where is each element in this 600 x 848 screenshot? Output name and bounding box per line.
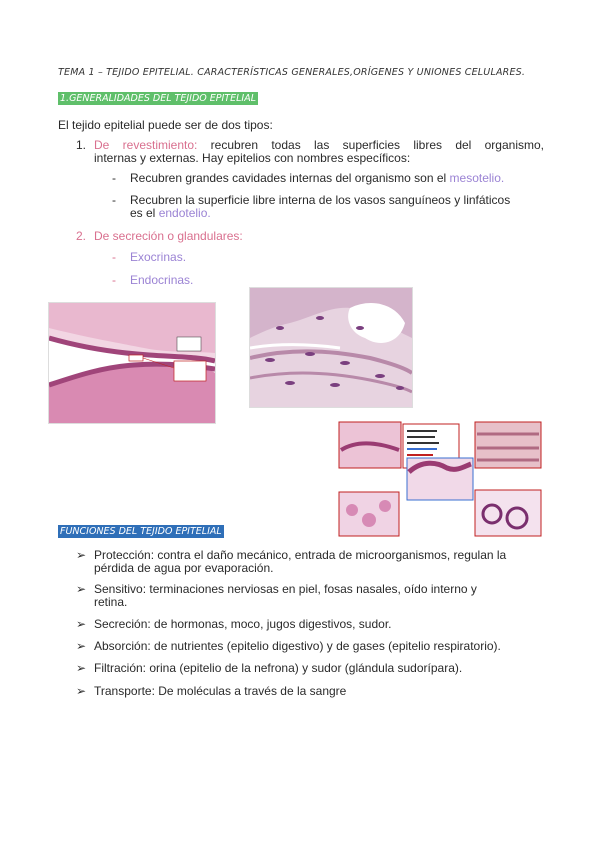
term-mesotelio: mesotelio. [449, 171, 505, 185]
bullet-icon: ➢ [76, 684, 87, 698]
list-number-1: 1. [76, 138, 87, 152]
endotelio-text-1: Recubren la superficie libre interna de los vasos sanguíneos y linfáticos [130, 193, 511, 207]
bullet-icon: ➢ [76, 617, 87, 631]
term-endocrinas: Endocrinas. [130, 273, 194, 287]
function-sensitivo-2: retina. [94, 595, 128, 609]
composite-epithelium-figure [337, 420, 544, 538]
dash-2: - [112, 193, 116, 207]
function-transporte: Transporte: De moléculas a través de la sangre [94, 684, 347, 698]
revestimiento-text-1: recubren todas las superficies libres del organismo, [197, 138, 544, 152]
micrograph-simple-epithelium [48, 302, 216, 424]
term-endotelio: endotelio. [158, 206, 211, 220]
section-heading-funciones: FUNCIONES DEL TEJIDO EPITELIAL [60, 526, 222, 537]
sub-item-endotelio [130, 206, 211, 221]
sub-item-mesotelio [130, 171, 504, 186]
bullet-icon: ➢ [76, 548, 87, 562]
term-revestimiento: De revestimiento: [94, 138, 198, 152]
dash-4: - [112, 273, 116, 287]
function-proteccion-2: pérdida de agua por evaporación. [94, 561, 274, 575]
function-sensitivo-1: Sensitivo: terminaciones nerviosas en piel, fosas nasales, oído interno y [94, 582, 477, 596]
list-item-secrecion: De secreción o glandulares: [94, 229, 243, 243]
section-heading-generalidades: 1.GENERALIDADES DEL TEJIDO EPITELIAL [60, 93, 256, 104]
function-filtracion: Filtración: orina (epitelio de la nefrona) y sudor (glándula sudorípara). [94, 661, 463, 675]
revestimiento-text-2: internas y externas. Hay epitelios con nombres específicos: [94, 151, 411, 165]
function-proteccion-1: Protección: contra el daño mecánico, entrada de microorganismos, regulan la [94, 548, 507, 562]
term-exocrinas: Exocrinas. [130, 250, 187, 264]
list-number-2: 2. [76, 229, 87, 243]
bullet-icon: ➢ [76, 639, 87, 653]
function-secrecion: Secreción: de hormonas, moco, jugos digestivos, sudor. [94, 617, 392, 631]
page-title: TEMA 1 – TEJIDO EPITELIAL. CARACTERÍSTICAS GENERALES,ORÍGENES Y UNIONES CELULARES. [58, 67, 526, 78]
bullet-icon: ➢ [76, 582, 87, 596]
intro-text: El tejido epitelial puede ser de dos tipos: [58, 118, 273, 132]
mesotelio-text: Recubren grandes cavidades internas del organismo son el [130, 171, 450, 185]
bullet-icon: ➢ [76, 661, 87, 675]
dash-3: - [112, 250, 116, 264]
function-absorcion: Absorción: de nutrientes (epitelio digestivo) y de gases (epitelio respiratorio). [94, 639, 501, 653]
endotelio-text-2: es el [130, 206, 159, 220]
micrograph-endothelium [249, 287, 413, 408]
dash-1: - [112, 171, 116, 185]
